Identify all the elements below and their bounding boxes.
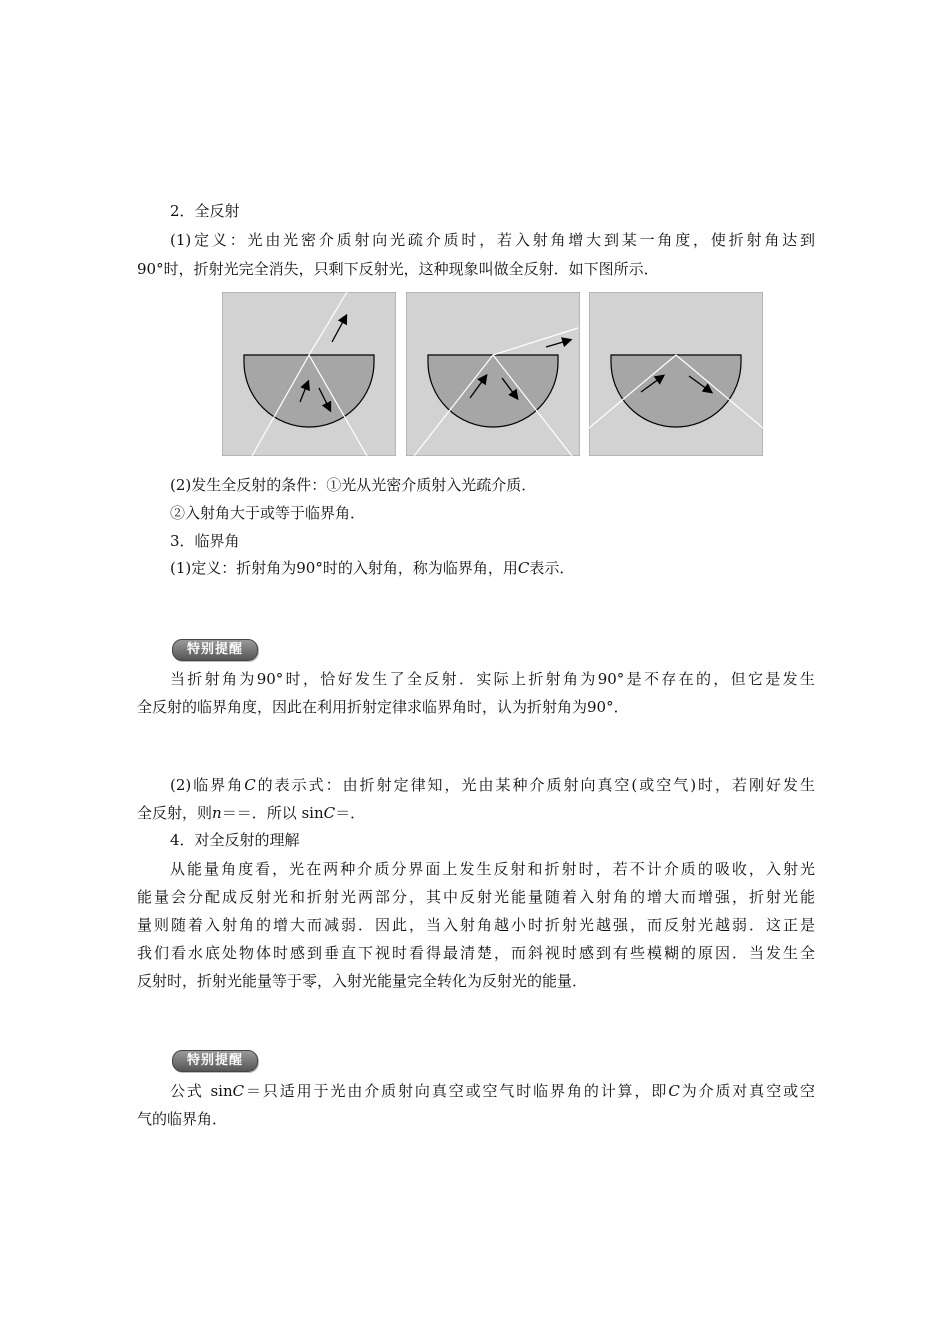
section3-heading: 3．临界角 (170, 532, 240, 550)
note1-line2: 全反射的临界角度，因此在利用折射定律求临界角时，认为折射角为90°． (137, 698, 629, 716)
panel-grazing (406, 292, 580, 456)
section4-heading: 4．对全反射的理解 (170, 831, 300, 849)
section2-condition-line2: ②入射角大于或等于临界角． (170, 504, 366, 522)
note2-line1 (170, 1082, 815, 1100)
note2-line1-pre: 公式 sin (170, 1082, 233, 1100)
expr-line1 (170, 776, 815, 794)
section4-line-1: 能量会分配成反射光和折射光两部分，其中反射光能量随着入射角的增大而增强，折射光能 (137, 888, 815, 906)
note2-line1-post: 为介质对真空或空 (679, 1082, 815, 1100)
note1-line1: 当折射角为90°时，恰好发生了全反射．实际上折射角为90°是不存在的，但它是发生 (170, 670, 815, 688)
section3-definition (170, 559, 815, 577)
note2-line1-var: C (232, 1082, 245, 1100)
total-reflection-figure (222, 292, 764, 456)
panel-refraction (222, 292, 396, 456)
section2-definition-line1: (1)定义：光由光密介质射向光疏介质时，若入射角增大到某一角度，使折射角达到 (170, 231, 815, 249)
section4-line-2: 量则随着入射角的增大而减弱．因此，当入射角越小时折射光越强，而反射光越弱．这正是 (137, 916, 815, 934)
section2-condition-line1: (2)发生全反射的条件：①光从光密介质射入光疏介质． (170, 476, 537, 494)
panel-total-reflection (589, 292, 763, 456)
expr-line2 (137, 804, 815, 822)
note2-line1-mid: ＝只适用于光由介质射向真空或空气时临界角的计算，即 (244, 1082, 669, 1100)
expr-line1-post: 的表示式：由折射定律知，光由某种介质射向真空(或空气)时，若刚好发生 (255, 776, 815, 794)
expr-line2-post: ＝． (335, 804, 366, 822)
expr-line2-var2: C (323, 804, 336, 822)
note2-line2: 气的临界角． (137, 1110, 228, 1128)
section4-line-0: 从能量角度看，光在两种介质分界面上发生反射和折射时，若不计介质的吸收，入射光 (170, 860, 815, 878)
section4-line-3: 我们看水底处物体时感到垂直下视时看得最清楚，而斜视时感到有些模糊的原因．当发生全 (137, 944, 815, 962)
section2-heading: 2．全反射 (170, 202, 240, 220)
expr-line2-mid: ＝＝．所以 sin (221, 804, 324, 822)
expr-line1-pre: (2)临界角 (170, 776, 245, 794)
note2-line1-var2: C (668, 1082, 680, 1100)
expr-line2-pre: 全反射，则 (137, 804, 213, 822)
expr-line2-var: n (212, 804, 222, 822)
section2-definition-line2: 90°时，折射光完全消失，只剩下反射光，这种现象叫做全反射．如下图所示． (137, 260, 659, 278)
section3-definition-post: 表示． (529, 559, 575, 577)
expr-line1-var: C (244, 776, 256, 794)
special-note-badge-2: 特别提醒 (172, 1050, 258, 1072)
section3-definition-var: C (517, 559, 530, 577)
special-note-badge-1: 特别提醒 (172, 639, 258, 661)
section4-line-4: 反射时，折射光能量等于零，入射光能量完全转化为反射光的能量． (137, 972, 588, 990)
section3-definition-pre: (1)定义：折射角为90°时的入射角，称为临界角，用 (170, 559, 518, 577)
